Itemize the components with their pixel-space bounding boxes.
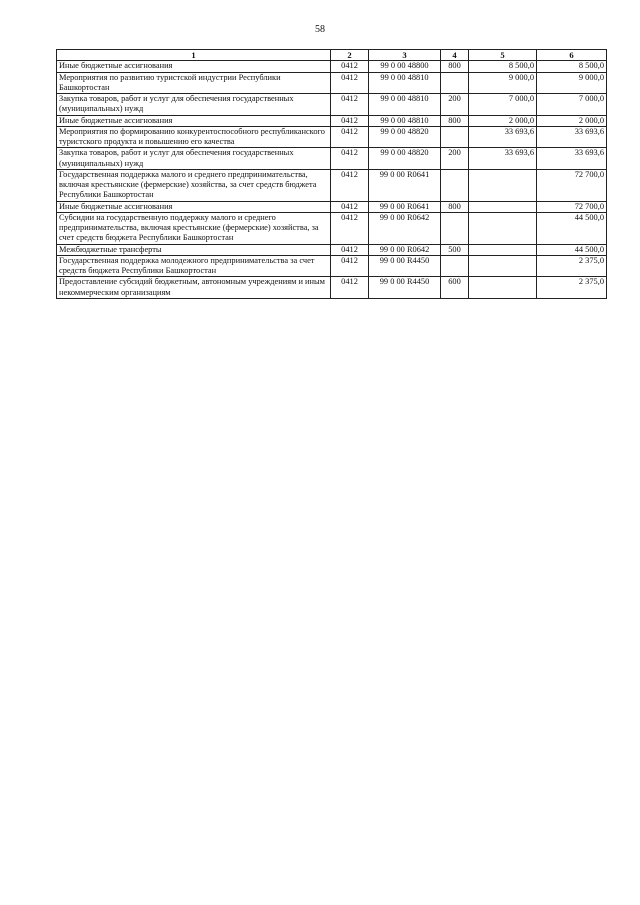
row-name-cell: Межбюджетные трансферты: [57, 244, 331, 255]
table-row: [57, 255, 607, 277]
row-name-cell: Субсидии на государственную поддержку малого и среднего предпринимательства, включая крестьянские (фермерские) хозяйства, за счет средств бюджета Республики Башкортостан: [57, 212, 331, 244]
row-sum1-cell: 7 000,0: [469, 94, 537, 116]
row-type-cell: 800: [441, 61, 469, 72]
row-sum2-cell: 7 000,0: [537, 94, 607, 116]
row-sum2-cell: 72 700,0: [537, 169, 607, 201]
row-section-cell: 0412: [331, 72, 369, 94]
row-type-cell: [441, 72, 469, 94]
row-type-cell: 800: [441, 115, 469, 126]
row-sum2-cell: 8 500,0: [537, 61, 607, 72]
row-section-cell: 0412: [331, 244, 369, 255]
row-type-cell: 500: [441, 244, 469, 255]
row-sum2-cell: 44 500,0: [537, 212, 607, 244]
row-type-cell: [441, 212, 469, 244]
row-section-cell: 0412: [331, 126, 369, 148]
table-row: [57, 201, 607, 212]
row-sum1-cell: 33 693,6: [469, 148, 537, 170]
row-sum2-cell: 2 000,0: [537, 115, 607, 126]
table-row: [57, 115, 607, 126]
row-sum1-cell: [469, 277, 537, 299]
row-target-cell: 99 0 00 48820: [369, 148, 441, 170]
row-name-cell: Закупка товаров, работ и услуг для обеспечения государственных (муниципальных) нужд: [57, 148, 331, 170]
row-target-cell: 99 0 00 48820: [369, 126, 441, 148]
row-sum1-cell: [469, 169, 537, 201]
budget-table: [56, 49, 607, 299]
row-section-cell: 0412: [331, 212, 369, 244]
row-name-cell: Иные бюджетные ассигнования: [57, 61, 331, 72]
row-sum1-cell: 8 500,0: [469, 61, 537, 72]
row-type-cell: 200: [441, 148, 469, 170]
row-section-cell: 0412: [331, 94, 369, 116]
row-type-cell: 600: [441, 277, 469, 299]
row-target-cell: 99 0 00 R0641: [369, 169, 441, 201]
table-row: [57, 148, 607, 170]
table-row: [57, 61, 607, 72]
row-name-cell: Государственная поддержка молодежного предпринимательства за счет средств бюджета Республики Башкортостан: [57, 255, 331, 277]
row-section-cell: 0412: [331, 169, 369, 201]
row-target-cell: 99 0 00 48800: [369, 61, 441, 72]
row-type-cell: [441, 255, 469, 277]
row-type-cell: 800: [441, 201, 469, 212]
row-name-cell: Закупка товаров, работ и услуг для обеспечения государственных (муниципальных) нужд: [57, 94, 331, 116]
row-name-cell: Мероприятия по развитию туристской индустрии Республики Башкортостан: [57, 72, 331, 94]
row-target-cell: 99 0 00 R0642: [369, 212, 441, 244]
row-target-cell: 99 0 00 R4450: [369, 277, 441, 299]
table-header: [57, 50, 607, 61]
row-sum2-cell: 44 500,0: [537, 244, 607, 255]
row-sum2-cell: 72 700,0: [537, 201, 607, 212]
row-type-cell: [441, 126, 469, 148]
row-section-cell: 0412: [331, 277, 369, 299]
row-target-cell: 99 0 00 48810: [369, 72, 441, 94]
table-row: [57, 72, 607, 94]
col-header-1: 1: [57, 50, 331, 61]
table-row: [57, 169, 607, 201]
row-sum1-cell: [469, 212, 537, 244]
table-row: [57, 126, 607, 148]
table-row: [57, 94, 607, 116]
row-name-cell: Предоставление субсидий бюджетным, автономным учреждениям и иным некоммерческим организациям: [57, 277, 331, 299]
row-sum1-cell: 2 000,0: [469, 115, 537, 126]
table-row: [57, 277, 607, 299]
row-target-cell: 99 0 00 48810: [369, 115, 441, 126]
table-row: [57, 244, 607, 255]
table-row: [57, 212, 607, 244]
row-sum1-cell: 9 000,0: [469, 72, 537, 94]
row-sum1-cell: [469, 201, 537, 212]
row-target-cell: 99 0 00 R4450: [369, 255, 441, 277]
row-sum2-cell: 2 375,0: [537, 255, 607, 277]
row-section-cell: 0412: [331, 148, 369, 170]
row-target-cell: 99 0 00 R0642: [369, 244, 441, 255]
col-header-2: 2: [331, 50, 369, 61]
row-section-cell: 0412: [331, 61, 369, 72]
col-header-5: 5: [469, 50, 537, 61]
row-target-cell: 99 0 00 R0641: [369, 201, 441, 212]
row-name-cell: Иные бюджетные ассигнования: [57, 201, 331, 212]
row-type-cell: [441, 169, 469, 201]
row-sum1-cell: [469, 244, 537, 255]
col-header-6: 6: [537, 50, 607, 61]
header-row: [57, 50, 607, 61]
row-section-cell: 0412: [331, 115, 369, 126]
page-number: 58: [315, 24, 325, 35]
row-name-cell: Мероприятия по формированию конкурентоспособного республиканского туристского продукта и повышению его качества: [57, 126, 331, 148]
row-sum2-cell: 2 375,0: [537, 277, 607, 299]
row-target-cell: 99 0 00 48810: [369, 94, 441, 116]
col-header-4: 4: [441, 50, 469, 61]
table-body: [57, 61, 607, 299]
row-sum2-cell: 33 693,6: [537, 148, 607, 170]
row-section-cell: 0412: [331, 201, 369, 212]
row-name-cell: Иные бюджетные ассигнования: [57, 115, 331, 126]
row-section-cell: 0412: [331, 255, 369, 277]
row-sum1-cell: [469, 255, 537, 277]
row-type-cell: 200: [441, 94, 469, 116]
row-sum2-cell: 33 693,6: [537, 126, 607, 148]
row-sum1-cell: 33 693,6: [469, 126, 537, 148]
row-sum2-cell: 9 000,0: [537, 72, 607, 94]
col-header-3: 3: [369, 50, 441, 61]
row-name-cell: Государственная поддержка малого и среднего предпринимательства, включая крестьянские (фермерские) хозяйства, за счет средств бюджета Республики Башкортостан: [57, 169, 331, 201]
